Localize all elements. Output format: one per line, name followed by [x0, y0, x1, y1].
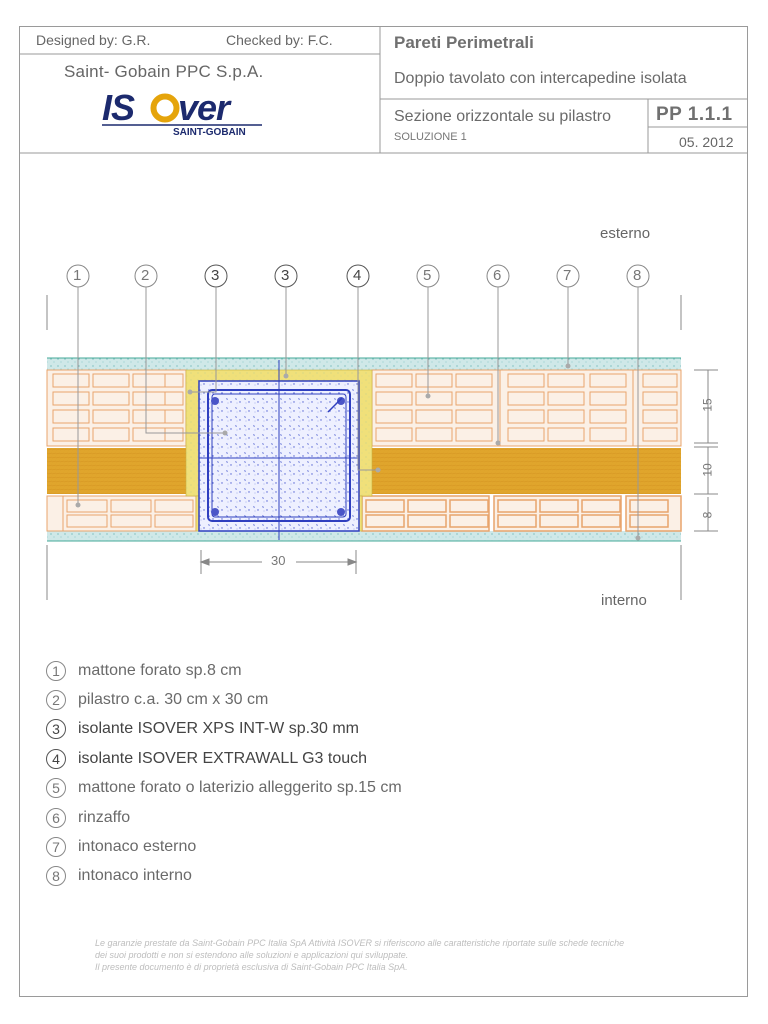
- outer-brick-right: [372, 370, 681, 446]
- outer-brick-left: [47, 370, 186, 446]
- svg-text:SAINT-GOBAIN: SAINT-GOBAIN: [173, 127, 246, 138]
- drawing-code: PP 1.1.1: [656, 104, 733, 125]
- legend-item: [46, 832, 402, 861]
- legend-item: [46, 774, 402, 803]
- legend-item: [46, 656, 402, 685]
- legend-item: [46, 803, 402, 832]
- svg-text:ver: ver: [178, 88, 230, 128]
- drawing-subtitle: Doppio tavolato con intercapedine isolata: [394, 70, 687, 87]
- legend-text: isolante ISOVER XPS INT-W sp.30 mm: [78, 720, 359, 738]
- marker-number: 2: [141, 267, 150, 284]
- rebar: [211, 397, 219, 405]
- inner-brick-left: [47, 496, 196, 531]
- rebar: [337, 508, 345, 516]
- legend-text: intonaco interno: [78, 867, 192, 885]
- marker-number: 3: [211, 267, 220, 284]
- svg-text:IS: IS: [102, 88, 135, 128]
- inner-brick-right: [362, 496, 681, 531]
- legend-number: 6: [46, 808, 66, 828]
- dimension-30: 30: [271, 553, 286, 568]
- legend-text: mattone forato o laterizio alleggerito sp.15 cm: [78, 779, 402, 797]
- drawing-date: 05. 2012: [679, 134, 734, 150]
- legend-number: 7: [46, 837, 66, 857]
- label-outside: esterno: [600, 225, 651, 242]
- dimension-10: 10: [700, 463, 715, 477]
- solution-label: SOLUZIONE 1: [394, 131, 467, 143]
- company-name: Saint- Gobain PPC S.p.A.: [64, 62, 264, 81]
- dimension-8: 8: [700, 511, 715, 519]
- legend-text: rinzaffo: [78, 808, 131, 826]
- marker-number: 5: [423, 267, 432, 284]
- legend-item: [46, 744, 402, 773]
- legend-item: [46, 862, 402, 891]
- legend-number: 8: [46, 866, 66, 886]
- rebar: [211, 508, 219, 516]
- legend-text: pilastro c.a. 30 cm x 30 cm: [78, 691, 269, 709]
- disclaimer-line: dei suoi prodotti e non si estendono alle soluzioni e applicazioni qui sviluppate.: [95, 950, 409, 960]
- legend-item: [46, 685, 402, 714]
- legend-text: mattone forato sp.8 cm: [78, 661, 242, 679]
- legend-number: 3: [46, 719, 66, 739]
- disclaimer: [95, 937, 695, 973]
- drawing-title: Pareti Perimetrali: [394, 33, 534, 52]
- marker-number: 1: [73, 267, 82, 284]
- legend-number: 4: [46, 749, 66, 769]
- marker-number: 7: [563, 267, 572, 284]
- checked-by: Checked by: F.C.: [226, 32, 333, 48]
- extrawall-insulation-right: [372, 448, 681, 494]
- dimension-15: 15: [700, 398, 715, 412]
- legend-number: 5: [46, 778, 66, 798]
- section-name: Sezione orizzontale su pilastro: [394, 108, 612, 125]
- legend-item: [46, 715, 402, 744]
- marker-number: 3: [281, 267, 290, 284]
- legend: [46, 656, 402, 891]
- disclaimer-line: Il presente documento è di proprietà esclusiva di Saint-Gobain PPC Italia SpA.: [95, 962, 408, 972]
- legend-number: 2: [46, 690, 66, 710]
- legend-text: isolante ISOVER EXTRAWALL G3 touch: [78, 749, 368, 767]
- designed-by: Designed by: G.R.: [36, 32, 151, 48]
- extrawall-insulation-left: [47, 448, 186, 494]
- thickness-dimension: [694, 370, 718, 531]
- marker-number: 8: [633, 267, 642, 284]
- disclaimer-line: Le garanzie prestate da Saint-Gobain PPC Italia SpA Attività ISOVER si riferiscono alle caratteristiche riportate sulle schede tecniche: [95, 938, 625, 948]
- legend-number: 1: [46, 661, 66, 681]
- label-inside: interno: [601, 592, 647, 609]
- marker-number: 4: [353, 267, 362, 284]
- legend-text: intonaco esterno: [78, 838, 197, 856]
- marker-number: 6: [493, 267, 502, 284]
